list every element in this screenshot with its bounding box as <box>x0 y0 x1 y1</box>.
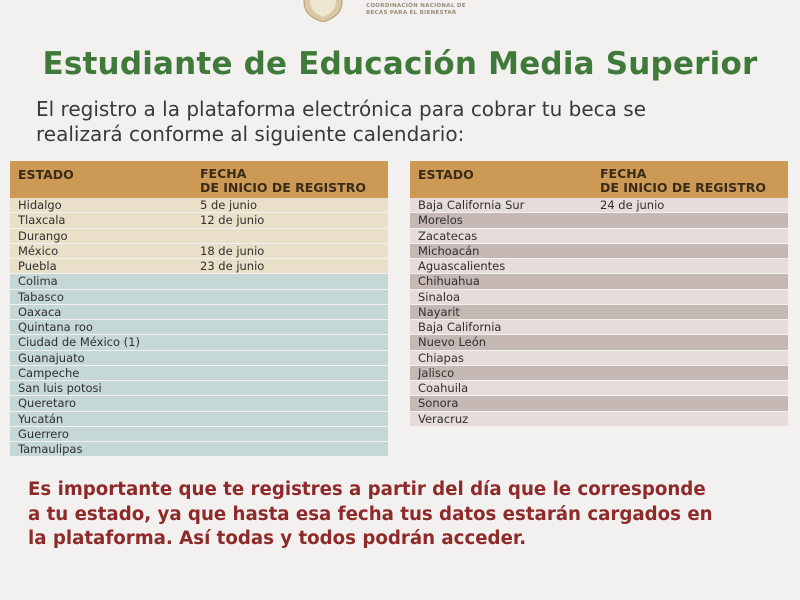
table-header <box>10 161 388 198</box>
estado-cell: Tamaulipas <box>18 442 83 456</box>
table-row <box>10 366 388 381</box>
table-row <box>410 305 788 320</box>
table-row <box>10 381 388 396</box>
table-body <box>10 198 388 457</box>
table-row <box>410 412 788 427</box>
fecha-cell: 23 de junio <box>200 259 265 273</box>
table-row <box>410 335 788 350</box>
table-row <box>10 290 388 305</box>
table-row <box>10 427 388 442</box>
table-row <box>10 442 388 457</box>
estado-cell: Ciudad de México (1) <box>18 335 140 350</box>
table-row <box>410 366 788 381</box>
table-row <box>410 198 788 213</box>
table-row <box>410 320 788 335</box>
table-row <box>10 198 388 213</box>
fecha-cell: 5 de junio <box>200 198 258 212</box>
estado-cell: Puebla <box>18 259 57 273</box>
table-row <box>10 259 388 274</box>
estado-cell: San luis potosi <box>18 381 102 395</box>
table-row <box>10 274 388 289</box>
estado-cell: Campeche <box>18 365 80 380</box>
estado-cell: Nuevo León <box>418 335 487 350</box>
estado-cell: Durango <box>18 228 68 243</box>
header-fecha-line-1: FECHA <box>200 166 247 181</box>
header-fecha-line-2: DE INICIO DE REGISTRO <box>600 180 766 195</box>
note-line-3: la plataforma. Así todas y todos podrán acceder. <box>28 528 527 549</box>
calendar-table-left <box>10 161 388 457</box>
important-note <box>28 478 778 552</box>
fecha-cell: 12 de junio <box>200 213 265 228</box>
header-fecha-line-2: DE INICIO DE REGISTRO <box>200 180 366 195</box>
intro-line-2: realizará conforme al siguiente calendario: <box>36 122 465 146</box>
table-row <box>10 320 388 335</box>
estado-cell: Sonora <box>418 396 459 411</box>
intro-line-1: El registro a la plataforma electrónica para cobrar tu beca se <box>36 97 647 121</box>
estado-cell: México <box>18 243 59 258</box>
table-body <box>410 198 788 427</box>
table-row <box>410 213 788 228</box>
estado-cell: Oaxaca <box>18 304 62 319</box>
estado-cell: Jalisco <box>418 365 455 380</box>
table-row <box>410 381 788 396</box>
estado-cell: Aguascalientes <box>418 259 506 273</box>
table-row <box>410 229 788 244</box>
table-row <box>10 351 388 366</box>
calendar-table-right <box>410 161 788 427</box>
estado-cell: Chiapas <box>418 350 464 365</box>
organization-name <box>366 3 466 17</box>
page-title: Estudiante de Educación Media Superior <box>42 46 758 82</box>
header-estado: ESTADO <box>18 167 74 182</box>
estado-cell: Michoacán <box>418 243 480 258</box>
estado-cell: Veracruz <box>418 411 469 426</box>
estado-cell: Colima <box>18 274 58 289</box>
estado-cell: Quintana roo <box>18 320 93 334</box>
org-line-2: BECAS PARA EL BIENESTAR <box>366 10 457 16</box>
fecha-cell: 24 de junio <box>600 198 665 212</box>
estado-cell: Nayarit <box>418 304 460 319</box>
government-shield-logo-icon <box>298 0 348 22</box>
table-row <box>10 335 388 350</box>
table-row <box>10 396 388 411</box>
table-row <box>410 290 788 305</box>
estado-cell: Tlaxcala <box>18 213 66 228</box>
table-row <box>10 305 388 320</box>
estado-cell: Guanajuato <box>18 350 85 365</box>
org-line-1: COORDINACIÓN NACIONAL DE <box>366 3 466 9</box>
estado-cell: Yucatán <box>18 411 64 426</box>
estado-cell: Guerrero <box>18 426 69 441</box>
header-fecha <box>600 167 766 195</box>
estado-cell: Chihuahua <box>418 274 480 289</box>
table-row <box>10 412 388 427</box>
estado-cell: Tabasco <box>18 289 64 304</box>
header-estado: ESTADO <box>418 167 474 182</box>
header-fecha <box>200 167 366 195</box>
fecha-cell: 18 de junio <box>200 243 265 258</box>
table-row <box>10 244 388 259</box>
note-line-1: Es importante que te registres a partir del día que le corresponde <box>28 479 706 500</box>
estado-cell: Hidalgo <box>18 198 62 212</box>
table-row <box>10 229 388 244</box>
table-row <box>410 351 788 366</box>
table-row <box>10 213 388 228</box>
estado-cell: Baja California Sur <box>418 198 525 212</box>
estado-cell: Coahuila <box>418 381 469 395</box>
table-row <box>410 244 788 259</box>
estado-cell: Morelos <box>418 213 463 228</box>
note-line-2: a tu estado, ya que hasta esa fecha tus datos estarán cargados en <box>28 503 713 525</box>
estado-cell: Sinaloa <box>418 289 461 304</box>
estado-cell: Zacatecas <box>418 228 478 243</box>
estado-cell: Queretaro <box>18 396 77 411</box>
table-header <box>410 161 788 198</box>
table-row <box>410 274 788 289</box>
header-fecha-line-1: FECHA <box>600 166 647 181</box>
estado-cell: Baja California <box>418 320 502 334</box>
table-row <box>410 259 788 274</box>
intro-text <box>36 97 756 147</box>
table-row <box>410 396 788 411</box>
